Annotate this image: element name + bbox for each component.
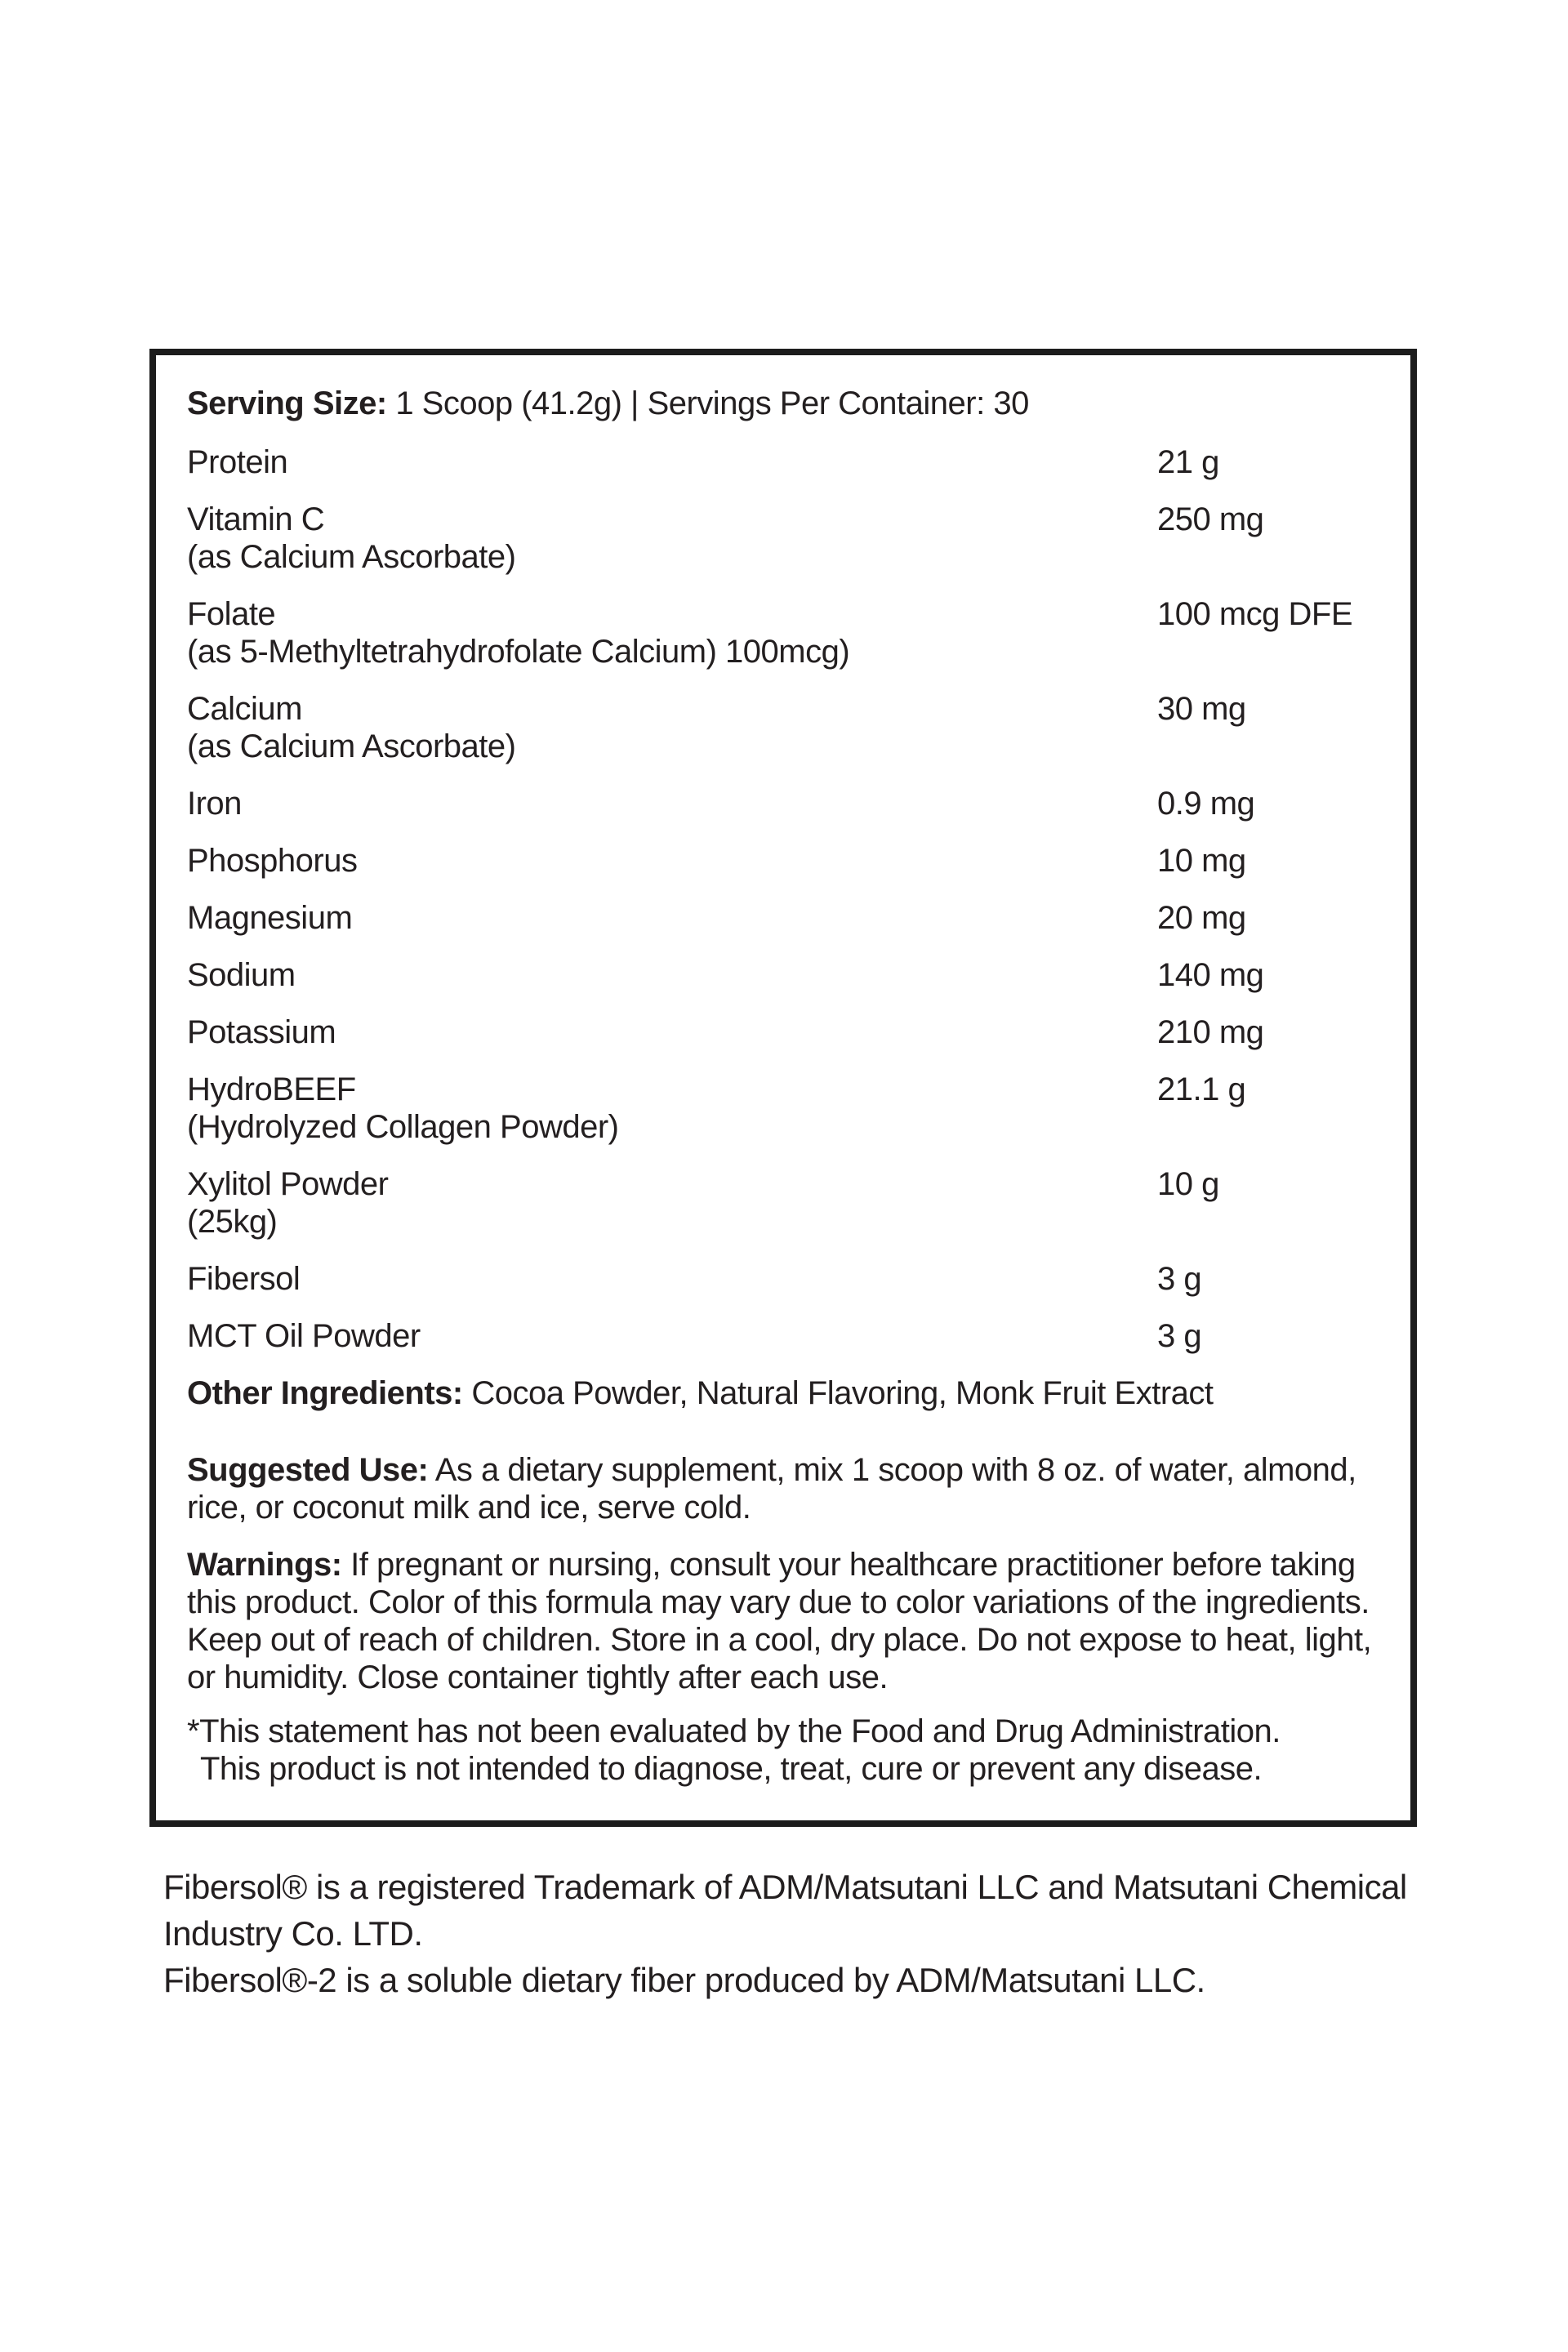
trademark-notes — [163, 1864, 1446, 2003]
other-ingredients-label: Other Ingredients: — [187, 1375, 463, 1411]
nutrient-name: Potassium — [187, 1014, 336, 1050]
nutrient-subtext: (Hydrolyzed Collagen Powder) — [187, 1109, 619, 1145]
serving-size-label: Serving Size: — [187, 385, 387, 421]
nutrient-amount: 250 mg — [1157, 501, 1264, 537]
fda-disclaimer — [187, 1713, 1378, 1788]
nutrient-amount: 210 mg — [1157, 1014, 1264, 1050]
nutrient-amount: 10 g — [1157, 1166, 1219, 1202]
nutrient-name: MCT Oil Powder — [187, 1318, 421, 1354]
nutrient-row-protein — [187, 443, 1378, 481]
suggested-use-text: As a dietary supplement, mix 1 scoop with 8 oz. of water, almond, rice, or coconut milk and ice, serve cold. — [187, 1452, 1356, 1526]
nutrient-name: HydroBEEF — [187, 1071, 356, 1107]
nutrient-subtext: (as Calcium Ascorbate) — [187, 728, 516, 764]
nutrient-amount: 100 mcg DFE — [1157, 596, 1353, 632]
nutrient-amount: 3 g — [1157, 1261, 1202, 1297]
nutrient-amount: 0.9 mg — [1157, 786, 1255, 822]
nutrient-row-hydrobeef — [187, 1071, 1378, 1146]
suggested-use-label: Suggested Use: — [187, 1452, 429, 1488]
nutrient-amount: 30 mg — [1157, 691, 1246, 727]
nutrient-row-sodium — [187, 956, 1378, 994]
nutrient-row-magnesium — [187, 899, 1378, 937]
nutrient-row-fibersol — [187, 1260, 1378, 1298]
nutrient-name: Xylitol Powder — [187, 1166, 389, 1202]
suggested-use — [187, 1451, 1378, 1526]
nutrient-row-mct-oil — [187, 1317, 1378, 1355]
nutrient-row-potassium — [187, 1013, 1378, 1051]
nutrient-row-xylitol — [187, 1165, 1378, 1241]
nutrient-name: Iron — [187, 786, 242, 822]
nutrient-amount: 21 g — [1157, 444, 1219, 480]
warnings-text: If pregnant or nursing, consult your healthcare practitioner before taking this product. Color of this formula may vary due to color variations of the ingredients. Keep out of reach of children. Store in a cool, dry place. Do not expose to heat, light, or humidity. Close container tightly after each use. — [187, 1547, 1372, 1695]
nutrient-amount: 20 mg — [1157, 900, 1246, 936]
nutrient-amount: 140 mg — [1157, 957, 1264, 993]
fda-disclaimer-line2: This product is not intended to diagnose, treat, cure or prevent any disease. — [200, 1751, 1263, 1787]
warnings-label: Warnings: — [187, 1547, 342, 1583]
nutrient-subtext: (as 5-Methyltetrahydrofolate Calcium) 100mcg) — [187, 634, 850, 670]
serving-size-line — [187, 385, 1378, 422]
nutrient-name: Vitamin C — [187, 501, 325, 537]
fibersol-trademark-note: Fibersol® is a registered Trademark of ADM/Matsutani LLC and Matsutani Chemical Industry Co. LTD. — [163, 1868, 1407, 1953]
nutrient-amount: 3 g — [1157, 1318, 1202, 1354]
nutrient-name: Folate — [187, 596, 276, 632]
nutrient-name: Protein — [187, 444, 288, 480]
fda-disclaimer-line1: *This statement has not been evaluated by the Food and Drug Administration. — [187, 1713, 1281, 1749]
other-ingredients-value: Cocoa Powder, Natural Flavoring, Monk Fruit Extract — [462, 1375, 1214, 1411]
nutrient-subtext: (as Calcium Ascorbate) — [187, 539, 516, 575]
fibersol2-description-note: Fibersol®-2 is a soluble dietary fiber produced by ADM/Matsutani LLC. — [163, 1961, 1205, 1999]
nutrient-name: Fibersol — [187, 1261, 301, 1297]
warnings — [187, 1546, 1378, 1696]
nutrient-row-calcium — [187, 690, 1378, 765]
nutrient-name: Sodium — [187, 957, 296, 993]
nutrient-name: Phosphorus — [187, 843, 358, 879]
supplement-facts-panel — [149, 349, 1417, 1827]
nutrient-name: Calcium — [187, 691, 302, 727]
nutrient-row-iron — [187, 785, 1378, 822]
nutrient-name: Magnesium — [187, 900, 353, 936]
nutrient-row-vitamin-c — [187, 501, 1378, 576]
nutrient-amount: 21.1 g — [1157, 1071, 1246, 1107]
nutrient-amount: 10 mg — [1157, 843, 1246, 879]
nutrient-subtext: (25kg) — [187, 1204, 278, 1240]
other-ingredients — [187, 1374, 1378, 1412]
serving-size-value: 1 Scoop (41.2g) | Servings Per Container: 30 — [386, 385, 1029, 421]
nutrient-row-phosphorus — [187, 842, 1378, 880]
nutrient-row-folate — [187, 595, 1378, 670]
